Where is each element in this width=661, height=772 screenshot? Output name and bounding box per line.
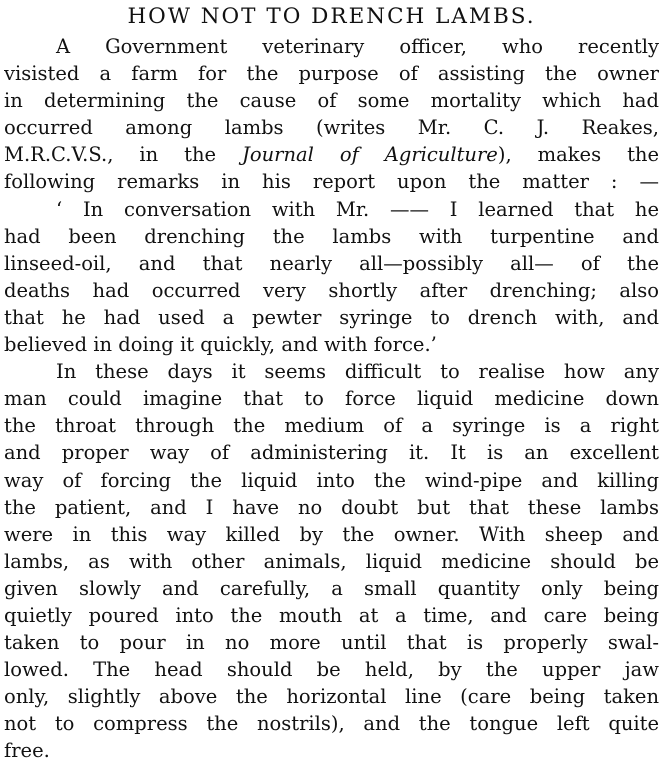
text-line: given slowly and carefully, a small quantity only being	[4, 576, 659, 600]
text-line: had been drenching the lambs with turpentine and	[4, 224, 659, 248]
text-line: only, slightly above the horizontal line (care being taken	[4, 685, 659, 709]
text-line: that he had used a pewter syringe to drench with, and	[4, 305, 659, 329]
text-line: man could imagine that to force liquid medicine down	[4, 387, 659, 411]
text-line: the throat through the medium of a syringe is a right	[4, 414, 659, 438]
text-line: way of forcing the liquid into the wind-pipe and killing	[4, 468, 659, 492]
text-line: occurred among lambs (writes Mr. C. J. Reakes,	[4, 116, 659, 140]
text-line: the patient, and I have no doubt but that these lambs	[4, 495, 659, 519]
newspaper-clipping	[0, 4, 661, 772]
article-body	[4, 33, 659, 765]
text-line: not to compress the nostrils), and the tongue left quite	[4, 712, 659, 736]
article-title: HOW NOT TO DRENCH LAMBS.	[127, 4, 536, 29]
text-line: in determining the cause of some mortality which had	[4, 89, 659, 113]
text-line: were in this way killed by the owner. With sheep and	[4, 522, 659, 546]
text-line: linseed-oil, and that nearly all—possibly all— of the	[4, 251, 659, 275]
text-line-with-journal	[4, 141, 659, 168]
text-line: following remarks in his report upon the matter : —	[4, 170, 659, 194]
text-line: deaths had occurred very shortly after drenching; also	[4, 278, 659, 302]
text-line: visisted a farm for the purpose of assisting the owner	[4, 62, 659, 86]
text-line: lambs, as with other animals, liquid medicine should be	[4, 549, 659, 573]
journal-name: Journal of Agriculture	[242, 143, 498, 167]
text-line: free.	[4, 739, 50, 763]
text-line: and proper way of administering it. It is an excellent	[4, 441, 659, 465]
text-line: In these days it seems difficult to realise how any	[56, 360, 659, 384]
text-fragment: M.R.C.V.S., in the	[4, 143, 243, 167]
text-line: taken to pour in no more until that is properly swal-	[4, 631, 659, 655]
text-fragment: ), makes the	[497, 143, 659, 167]
text-line: ‘ In conversation with Mr. —— I learned that he	[56, 197, 659, 221]
text-line: A Government veterinary officer, who recently	[56, 35, 659, 58]
text-line: lowed. The head should be held, by the upper jaw	[4, 658, 659, 682]
text-line: quietly poured into the mouth at a time, and care being	[4, 603, 659, 627]
text-line: believed in doing it quickly, and with force.’	[4, 333, 437, 357]
